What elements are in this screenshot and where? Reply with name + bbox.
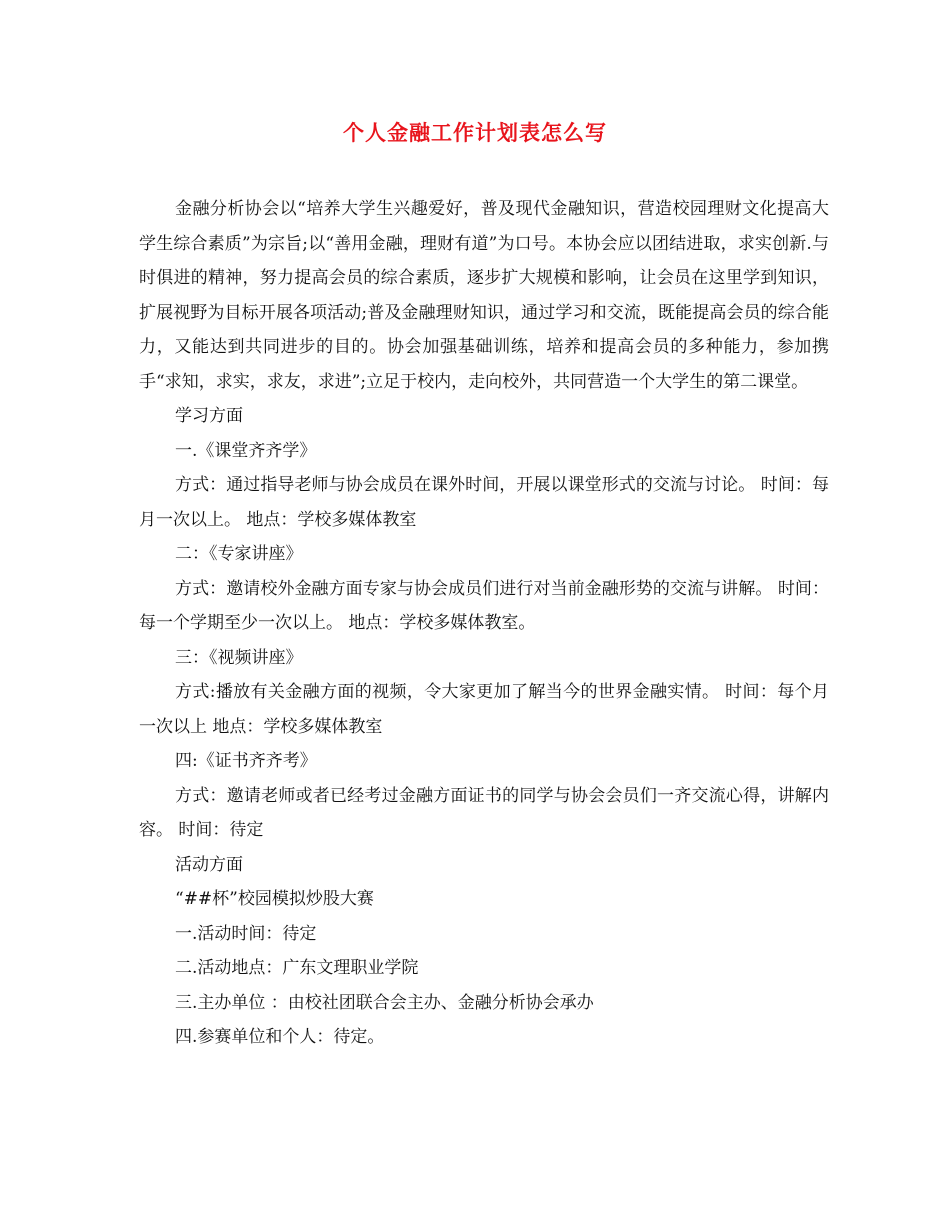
document-title: 个人金融工作计划表怎么写 (343, 120, 607, 145)
event-title: “##杯”校园模拟炒股大赛 (175, 889, 374, 909)
item-heading: 一.《课堂齐齐学》 (175, 440, 317, 461)
item-heading: 三：《视频讲座》 (175, 647, 303, 668)
section-heading-study: 学习方面 (175, 406, 243, 426)
event-detail: 一.活动时间：待定 (175, 923, 317, 944)
event-detail: 三.主办单位 ：由校社团联合会主办、金融分析协会承办 (175, 992, 594, 1013)
item-detail: 方式：邀请校外金融方面专家与协会成员们进行对当前金融形势的交流与讲解。 时间：每一个学期至少一次以上。 地点：学校多媒体教室。 (139, 578, 829, 633)
section-heading-activities: 活动方面 (175, 854, 243, 875)
document-body (139, 192, 829, 1055)
item-detail: 方式：邀请老师或者已经考过金融方面证书的同学与协会会员们一齐交流心得，讲解内容。 时间：待定 (139, 785, 829, 840)
event-detail: 二.活动地点：广东文理职业学院 (175, 958, 419, 978)
item-heading: 四:《证书齐齐考》 (175, 751, 317, 771)
event-detail: 四.参赛单位和个人：待定。 (175, 1027, 385, 1047)
item-detail: 方式：通过指导老师与协会成员在课外时间，开展以课堂形式的交流与讨论。 时间：每月一次以上。 地点：学校多媒体教室 (139, 475, 829, 530)
item-detail: 方式:播放有关金融方面的视频，令大家更加了解当今的世界金融实情。 时间：每个月一次以上 地点：学校多媒体教室 (139, 682, 829, 737)
paragraph-intro: 金融分析协会以“培养大学生兴趣爱好，普及现代金融知识，营造校园理财文化提高大学生综合素质”为宗旨;以“善用金融，理财有道”为口号。本协会应以团结进取，求实创新.与时俱进的精神，努力提高会员的综合素质，逐步扩大规模和影响，让会员在这里学到知识，扩展视野为目标开展各项活动;普及金融理财知识，通过学习和交流，既能提高会员的综合能力，又能达到共同进步的目的。协会加强基础训练，培养和提高会员的多种能力，参加携手“求知，求实，求友，求进”;立足于校内，走向校外，共同营造一个大学生的第二课堂。 (139, 199, 829, 392)
item-heading: 二：《专家讲座》 (175, 544, 303, 564)
